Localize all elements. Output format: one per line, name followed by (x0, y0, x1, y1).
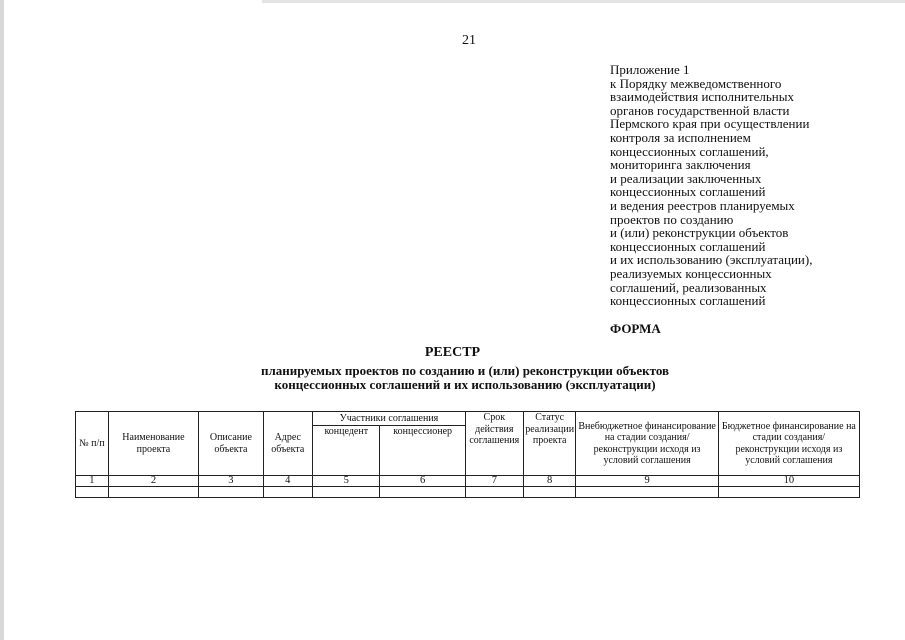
column-number: 10 (718, 476, 859, 487)
appendix-line: взаимодействия исполнительных (610, 89, 794, 105)
column-number-row (76, 476, 860, 487)
appendix-line: органов государственной власти (610, 102, 790, 118)
header-participants: Участники соглашения (313, 412, 466, 426)
empty-cell (465, 487, 523, 498)
scan-edge (0, 0, 4, 640)
appendix-line: концессионных соглашений (610, 293, 766, 309)
header-term: Срок действия соглашения (465, 412, 523, 476)
empty-cell (380, 487, 465, 498)
empty-cell (523, 487, 576, 498)
document-title: РЕЕСТР (424, 345, 481, 360)
column-number: 8 (523, 476, 576, 487)
header-project-name: Наименование проекта (108, 412, 199, 476)
column-number: 3 (199, 476, 263, 487)
header-object-address: Адрес объекта (263, 412, 313, 476)
subtitle-line: концессионных соглашений и их использованию (эксплуатации) (274, 377, 656, 392)
column-number: 7 (465, 476, 523, 487)
header-budgetary: Бюджетное финансирование на стадии создания/ реконструкции исходя из условий соглашения (718, 412, 859, 476)
appendix-line: мониторинга заключения (610, 157, 751, 173)
column-number: 9 (576, 476, 718, 487)
header-object-description: Описание объекта (199, 412, 263, 476)
subtitle-line: планируемых проектов по созданию и (или) реконструкции объектов (260, 363, 670, 378)
appendix-line: концессионных соглашений, (610, 143, 769, 159)
document-subtitle (0, 364, 905, 392)
empty-table-row (76, 487, 860, 498)
appendix-line: реализуемых концессионных (610, 265, 772, 281)
appendix-line: и реализации заключенных (610, 170, 762, 186)
page-number: 21 (462, 33, 476, 48)
empty-cell (263, 487, 313, 498)
column-number: 6 (380, 476, 465, 487)
appendix-line: соглашений, реализованных (610, 279, 767, 295)
header-num: № п/п (76, 412, 109, 476)
empty-cell (576, 487, 718, 498)
appendix-line: концессионных соглашений (610, 238, 766, 254)
appendix-block (610, 63, 890, 308)
appendix-line: Приложение 1 (610, 62, 690, 77)
column-number: 1 (76, 476, 109, 487)
empty-cell (718, 487, 859, 498)
header-grantor: концедент (313, 426, 380, 476)
scan-top-edge (262, 0, 905, 3)
empty-cell (108, 487, 199, 498)
appendix-line: к Порядку межведомственного (610, 75, 782, 91)
header-extrabudgetary: Внебюджетное финансирование на стадии создания/ реконструкции исходя из условий соглашения (576, 412, 718, 476)
appendix-line: и их использованию (эксплуатации), (610, 252, 813, 268)
column-number: 4 (263, 476, 313, 487)
appendix-line: и (или) реконструкции объектов (610, 225, 789, 241)
appendix-line: Пермского края при осуществлении (610, 116, 810, 132)
column-number: 5 (313, 476, 380, 487)
appendix-line: концессионных соглашений (610, 184, 766, 200)
header-status: Статус реализации проекта (523, 412, 576, 476)
empty-cell (313, 487, 380, 498)
column-number: 2 (108, 476, 199, 487)
appendix-line: проектов по созданию (610, 211, 734, 227)
form-label: ФОРМА (610, 321, 661, 336)
header-concessionaire: концессионер (380, 426, 465, 476)
empty-cell (76, 487, 109, 498)
empty-cell (199, 487, 263, 498)
appendix-line: контроля за исполнением (610, 129, 751, 145)
registry-table (75, 411, 860, 498)
appendix-line: и ведения реестров планируемых (610, 197, 795, 213)
